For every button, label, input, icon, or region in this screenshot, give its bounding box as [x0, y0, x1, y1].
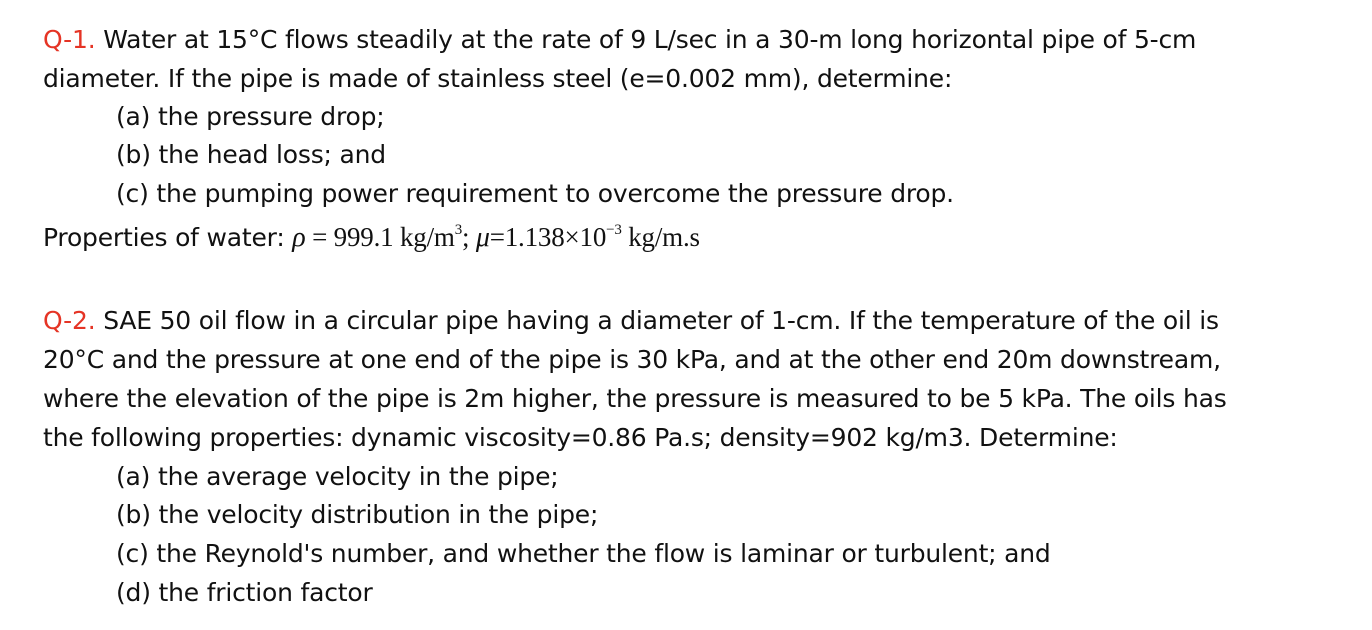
q1-item-b: (b) the head loss; and — [116, 140, 386, 169]
q2-item-b: (b) the velocity distribution in the pipe; — [116, 500, 599, 529]
q1-properties — [43, 222, 700, 253]
q2-item-a: (a) the average velocity in the pipe; — [116, 462, 559, 491]
q1-line-1 — [43, 25, 1196, 55]
q2-line-2: 20°C and the pressure at one end of the pipe is 30 kPa, and at the other end 20m downstream, — [43, 345, 1221, 374]
rho-symbol: ρ — [292, 222, 306, 253]
q2-line-4: the following properties: dynamic viscosity=0.86 Pa.s; density=902 kg/m3. Determine: — [43, 423, 1118, 452]
q2-item-d: (d) the friction factor — [116, 578, 373, 607]
rho-exponent: 3 — [454, 222, 462, 238]
q1-text-line-1: Water at 15°C flows steadily at the rate of 9 L/sec in a 30-m long horizontal pipe of 5-cm — [95, 25, 1197, 54]
properties-label: Properties of water: — [43, 223, 293, 252]
q1-number: Q-1. — [43, 25, 96, 54]
q2-line-1 — [43, 306, 1219, 336]
q1-item-c: (c) the pumping power requirement to overcome the pressure drop. — [116, 179, 954, 208]
q2-item-c: (c) the Reynold's number, and whether the flow is laminar or turbulent; and — [116, 539, 1051, 568]
mu-value: =1.138×10 — [489, 222, 607, 252]
mu-unit: kg/m.s — [621, 222, 700, 252]
q2-number: Q-2. — [43, 306, 96, 335]
mu-symbol: μ — [475, 222, 490, 253]
mu-exponent: −3 — [606, 222, 622, 238]
q2-text-line-1: SAE 50 oil flow in a circular pipe having a diameter of 1-cm. If the temperature of the oil is — [95, 306, 1219, 335]
q1-line-2: diameter. If the pipe is made of stainless steel (e=0.002 mm), determine: — [43, 64, 953, 93]
property-separator: ; — [462, 222, 476, 252]
rho-value: = 999.1 kg/m — [305, 222, 455, 252]
q2-line-3: where the elevation of the pipe is 2m higher, the pressure is measured to be 5 kPa. The oils has — [43, 384, 1227, 413]
q1-item-a: (a) the pressure drop; — [116, 102, 385, 131]
